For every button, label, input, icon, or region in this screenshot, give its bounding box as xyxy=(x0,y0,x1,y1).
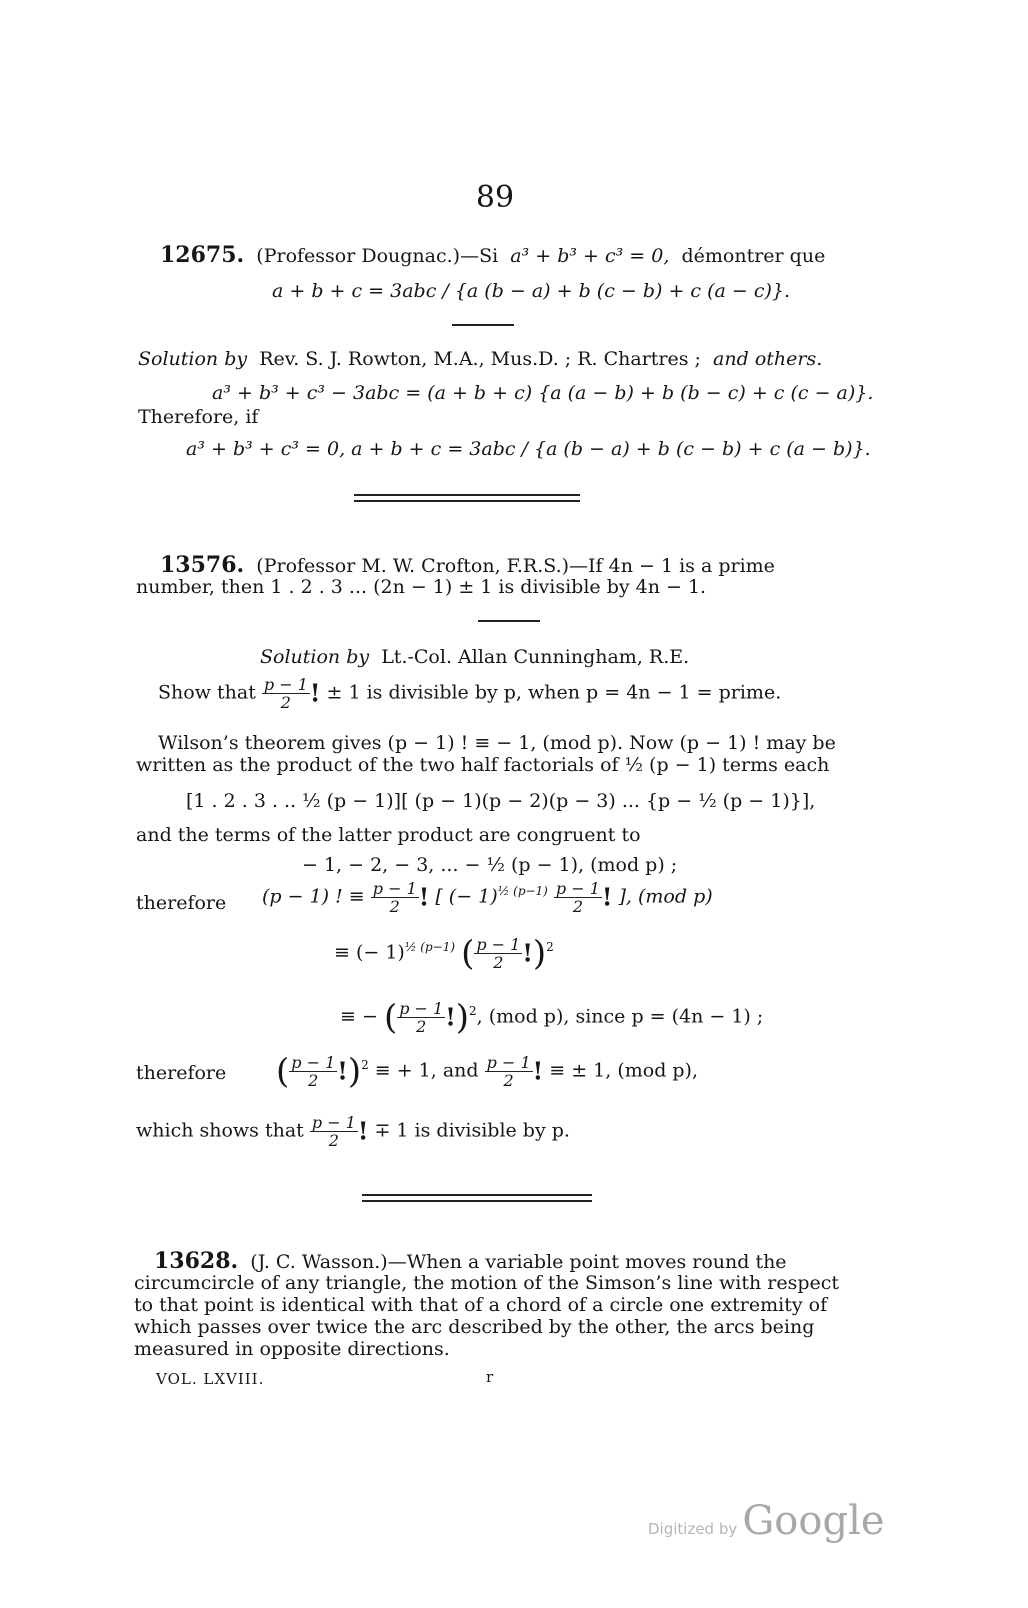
final-right-text: ≡ ± 1, (mod p), xyxy=(549,1059,699,1082)
therefore-if: Therefore, if xyxy=(138,406,259,428)
numerator: p − 1 xyxy=(311,1113,356,1132)
latter-product-text: and the terms of the latter product are congruent to xyxy=(136,824,641,846)
solution-author: Lt.-Col. Allan Cunningham, R.E. xyxy=(381,646,690,668)
wilson-line-2: written as the product of the two half factorials of ½ (p − 1) terms each xyxy=(136,754,830,776)
numerator: p − 1 xyxy=(476,935,521,954)
numerator: p − 1 xyxy=(372,879,417,898)
question-number: 13628. xyxy=(154,1248,239,1274)
question-12675-header xyxy=(160,244,825,267)
question-12675-formula: a + b + c = 3abc / {a (b − a) + b (c − b) + c (a − c)}. xyxy=(272,280,791,302)
which-shows-label: which shows that xyxy=(136,1119,304,1142)
equiv-sign-term: ≡ (− 1) xyxy=(334,941,405,964)
denominator: 2 xyxy=(280,693,291,712)
derivation-line-a xyxy=(262,880,713,915)
solution-13576-header xyxy=(260,646,689,668)
bracket-close: ], (mod p) xyxy=(618,885,713,908)
paren-open: ( xyxy=(276,1051,290,1092)
double-rule xyxy=(354,494,580,502)
half-factorial-product: [1 . 2 . 3 . .. ½ (p − 1)][ (p − 1)(p − 2)(p − 3) ... {p − ½ (p − 1)}], xyxy=(186,790,816,812)
equation-result: a³ + b³ + c³ = 0, a + b + c = 3abc / {a (b − a) + b (c − b) + c (a − b)}. xyxy=(186,438,871,460)
fraction xyxy=(397,1000,445,1035)
fraction xyxy=(371,880,419,915)
numerator: p − 1 xyxy=(291,1053,336,1072)
question-13628-line1 xyxy=(154,1250,787,1273)
factorial-sign: ! xyxy=(337,1056,348,1086)
final-congruence xyxy=(276,1051,699,1092)
denominator: 2 xyxy=(328,1131,339,1150)
since-clause: , (mod p), since p = (4n − 1) ; xyxy=(476,1005,764,1028)
question-13628-line2: circumcircle of any triangle, the motion of the Simson’s line with respect xyxy=(134,1272,840,1294)
solution-by-label: Solution by xyxy=(138,348,248,370)
question-verb: démontrer que xyxy=(681,245,826,267)
square-exponent: 2 xyxy=(361,1058,369,1073)
question-text: (J. C. Wasson.)—When a variable point moves round the xyxy=(250,1251,787,1273)
derivation-line-c xyxy=(340,997,764,1038)
final-mid-text: ≡ + 1, and xyxy=(374,1059,479,1082)
page-number: 89 xyxy=(475,180,515,215)
fraction xyxy=(554,880,602,915)
paren-open: ( xyxy=(383,997,398,1038)
factorial-sign: ! xyxy=(601,882,613,912)
solution-by-label: Solution by xyxy=(260,646,370,668)
short-rule xyxy=(478,620,540,622)
double-rule xyxy=(362,1194,592,1202)
question-text: (Professor M. W. Crofton, F.R.S.)—If 4n − 1 is a prime xyxy=(256,555,775,577)
paren-close: ) xyxy=(347,1051,362,1092)
bracket-open: [ (− 1) xyxy=(435,885,498,908)
question-number: 12675. xyxy=(160,242,245,268)
which-shows-rest: ∓ 1 is divisible by p. xyxy=(374,1119,570,1142)
denominator: 2 xyxy=(389,897,400,916)
congruent-terms: − 1, − 2, − 3, ... − ½ (p − 1), (mod p) ; xyxy=(302,854,678,876)
numerator: p − 1 xyxy=(486,1053,531,1072)
show-that-line xyxy=(158,676,781,711)
question-13576-line1 xyxy=(160,554,775,577)
fraction xyxy=(289,1054,337,1089)
numerator: p − 1 xyxy=(399,999,444,1018)
fraction xyxy=(474,936,522,971)
numerator: p − 1 xyxy=(555,879,600,898)
fraction xyxy=(310,1114,358,1149)
denominator: 2 xyxy=(416,1017,427,1036)
volume-label: VOL. LXVIII. xyxy=(156,1370,265,1388)
square-exponent: 2 xyxy=(469,1004,477,1019)
digitized-by-google-watermark xyxy=(648,1498,885,1544)
question-13576-line2: number, then 1 . 2 . 3 ... (2n − 1) ± 1 is divisible by 4n − 1. xyxy=(136,576,707,598)
question-proposer: (Professor Dougnac.)—Si xyxy=(256,245,499,267)
google-logo: Google xyxy=(742,1498,885,1544)
denominator: 2 xyxy=(572,897,584,916)
denominator: 2 xyxy=(493,953,504,972)
denominator: 2 xyxy=(503,1071,514,1090)
solution-authors: Rev. S. J. Rowton, M.A., Mus.D. ; R. Chartres ; xyxy=(259,348,701,370)
lhs: (p − 1) ! ≡ xyxy=(262,885,365,908)
question-13628-line5: measured in opposite directions. xyxy=(134,1338,450,1360)
question-number: 13576. xyxy=(160,552,245,578)
therefore-label: therefore xyxy=(136,892,227,914)
paren-open: ( xyxy=(461,933,475,974)
short-rule xyxy=(452,324,514,326)
denominator: 2 xyxy=(308,1071,319,1090)
therefore-label: therefore xyxy=(136,1062,227,1084)
factorial-sign: ! xyxy=(532,1056,544,1086)
factorial-sign: ! xyxy=(309,678,321,708)
square-exponent: 2 xyxy=(546,940,554,955)
exponent: ½ (p−1) xyxy=(497,884,548,899)
wilson-line-1: Wilson’s theorem gives (p − 1) ! ≡ − 1, (mod p). Now (p − 1) ! may be xyxy=(158,732,836,754)
signature-mark: r xyxy=(486,1368,495,1386)
factorial-sign: ! xyxy=(418,882,430,912)
digitized-label: Digitized by xyxy=(648,1520,738,1538)
paren-close: ) xyxy=(532,933,547,974)
factorial-sign: ! xyxy=(357,1116,369,1146)
paren-close: ) xyxy=(455,997,470,1038)
question-13628-line3: to that point is identical with that of a chord of a circle one extremity of xyxy=(134,1294,828,1316)
exponent: ½ (p−1) xyxy=(404,940,456,955)
solution-12675-header xyxy=(138,348,822,370)
derivation-line-b xyxy=(334,933,554,974)
fraction xyxy=(262,676,310,711)
factorial-sign: ! xyxy=(445,1002,456,1032)
factorial-sign: ! xyxy=(522,938,533,968)
fraction xyxy=(485,1054,533,1089)
question-hypothesis: a³ + b³ + c³ = 0, xyxy=(510,245,670,267)
solution-others: and others. xyxy=(713,348,823,370)
equation-identity: a³ + b³ + c³ − 3abc = (a + b + c) {a (a − b) + b (b − c) + c (c − a)}. xyxy=(212,382,874,404)
show-that-label: Show that xyxy=(158,681,256,704)
show-that-rest: ± 1 is divisible by p, when p = 4n − 1 = prime. xyxy=(326,681,782,704)
question-13628-line4: which passes over twice the arc described by the other, the arcs being xyxy=(134,1316,815,1338)
numerator: p − 1 xyxy=(263,675,308,694)
which-shows-line xyxy=(136,1114,570,1149)
equiv-minus: ≡ − xyxy=(340,1005,378,1028)
